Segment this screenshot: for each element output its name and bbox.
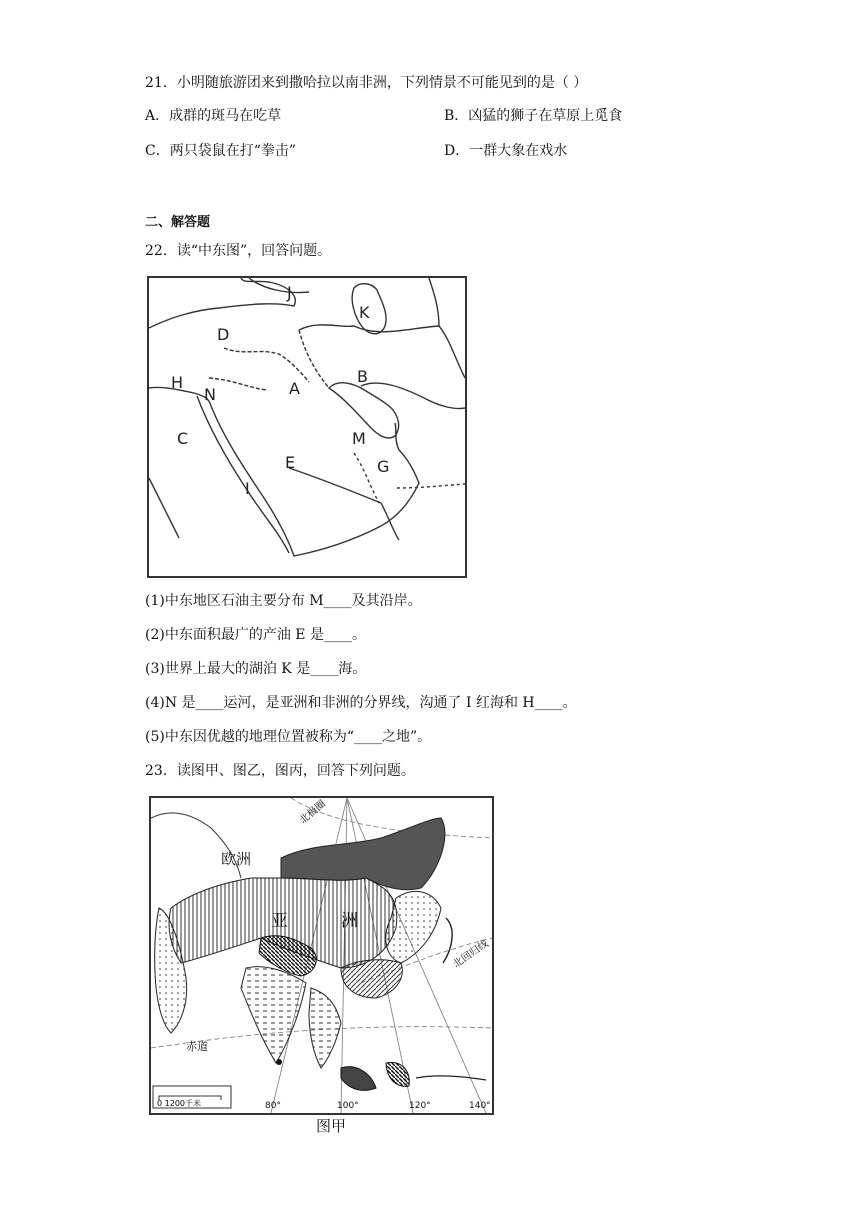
asia-map-caption: 图甲	[316, 1117, 347, 1135]
q22-stem: 22．读“中东图”，回答问题。	[145, 243, 332, 259]
asia-map-label-tropic: 北回归线	[451, 938, 491, 971]
asia-map	[149, 796, 494, 1115]
middle-east-map-drawing	[149, 278, 465, 576]
asia-map-label-asia-2: 洲	[341, 911, 358, 931]
section-heading: 二、解答题	[145, 215, 211, 230]
middle-east-map	[147, 276, 467, 578]
q21-stem: 21．小明随旅游团来到撒哈拉以南非洲，下列情景不可能见到的是（ ）	[145, 75, 588, 91]
map-label-b: B	[357, 367, 368, 386]
q22-item-5: (5)中东因优越的地理位置被称为“____之地”。	[145, 729, 432, 745]
map-label-c: C	[177, 429, 189, 448]
map-label-k: K	[359, 303, 370, 322]
map-label-j: J	[287, 283, 292, 302]
q22-item-4: (4)N 是____运河，是亚洲和非洲的分界线，沟通了 I 红海和 H____。	[145, 695, 577, 711]
q21-option-b: B．凶猛的狮子在草原上觅食	[444, 108, 623, 124]
asia-map-label-europe: 欧洲	[221, 850, 252, 868]
q22-item-3: (3)世界上最大的湖泊 K 是____海。	[145, 661, 367, 677]
q23-stem: 23．读图甲、图乙，图丙，回答下列问题。	[145, 763, 415, 779]
asia-map-label-lon-80: 80°	[265, 1101, 281, 1111]
q21-option-d: D．一群大象在戏水	[444, 143, 568, 159]
asia-map-scale-text: 0 1200千米	[157, 1099, 201, 1108]
asia-map-label-arctic-circle: 北极圈	[297, 798, 328, 827]
map-label-n: N	[204, 385, 216, 404]
map-label-g: G	[377, 457, 390, 476]
map-label-i: I	[245, 479, 250, 498]
asia-map-label-lon-100: 100°	[337, 1101, 359, 1111]
q21-option-a: A．成群的斑马在吃草	[145, 108, 282, 124]
asia-map-label-lon-120: 120°	[409, 1101, 431, 1111]
asia-map-label-lon-140: 140°	[469, 1101, 491, 1111]
map-label-e: E	[285, 453, 296, 472]
map-label-h: H	[171, 373, 184, 392]
q21-option-c: C．两只袋鼠在打“拳击”	[145, 143, 297, 159]
asia-map-label-asia-1: 亚	[271, 911, 288, 931]
asia-map-label-equator: 赤道	[186, 1040, 208, 1053]
map-label-d: D	[217, 325, 230, 344]
map-label-a: A	[289, 379, 300, 398]
q22-item-1: (1)中东地区石油主要分布 M____及其沿岸。	[145, 593, 422, 609]
q22-item-2: (2)中东面积最广的产油 E 是____。	[145, 627, 366, 643]
asia-map-drawing	[151, 798, 492, 1113]
map-label-m: M	[352, 429, 366, 448]
